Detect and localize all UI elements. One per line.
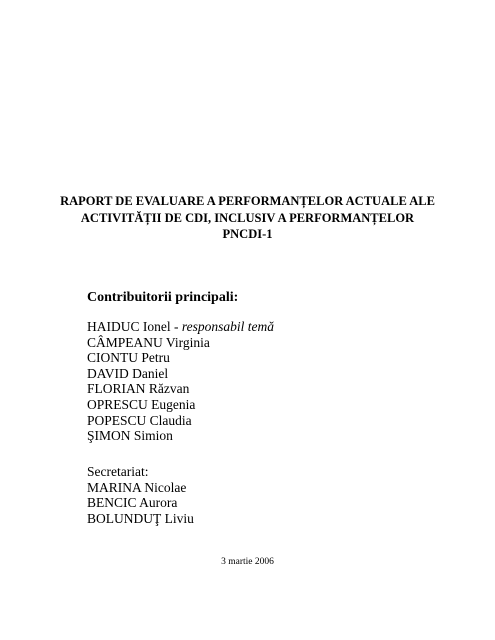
contributor-item (87, 319, 274, 335)
contributor-item: OPRESCU Eugenia (87, 396, 196, 412)
secretariat-member: BENCIC Aurora (87, 495, 178, 511)
contributor-role: responsabil temă (181, 319, 274, 334)
report-title (40, 193, 455, 243)
secretariat-label: Secretariat: (87, 464, 149, 479)
secretariat-section (87, 464, 194, 526)
secretariat-member: BOLUNDUŢ Liviu (87, 510, 194, 526)
contributor-item: DAVID Daniel (87, 365, 169, 381)
contributors-list (87, 319, 274, 444)
contributor-item: CIONTU Petru (87, 350, 170, 366)
contributor-item: FLORIAN Răzvan (87, 381, 190, 397)
title-line-1: RAPORT DE EVALUARE A PERFORMANȚELOR ACTUALE ALE (60, 194, 435, 208)
contributors-heading: Contribuitorii principali: (87, 290, 239, 305)
secretariat-member: MARINA Nicolae (87, 479, 187, 495)
role-separator: - (170, 319, 182, 334)
title-line-3: PNCDI-1 (222, 227, 273, 241)
contributor-item: CÂMPEANU Virginia (87, 334, 210, 350)
contributor-item: ŞIMON Simion (87, 428, 173, 444)
report-date: 3 martie 2006 (221, 557, 274, 567)
contributor-name: HAIDUC Ionel (87, 319, 171, 334)
contributor-item: POPESCU Claudia (87, 412, 192, 428)
title-line-2: ACTIVITĂȚII DE CDI, INCLUSIV A PERFORMANȚELOR (80, 210, 415, 225)
